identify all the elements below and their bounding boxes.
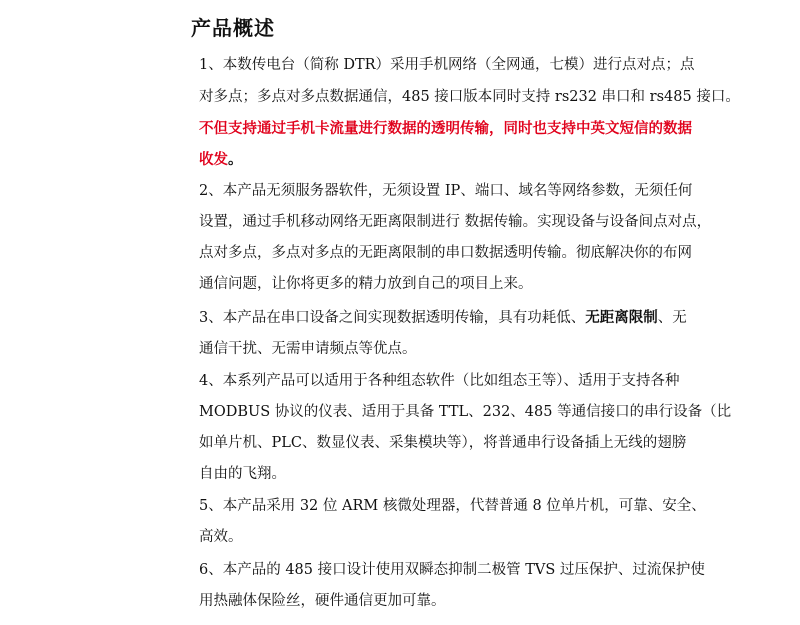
highlight-text: 收发 — [199, 152, 228, 168]
paragraph-4-line-1: 4、本系列产品可以适用于各种组态软件（比如组态王等）、适用于支持各种 — [199, 373, 680, 389]
paragraph-2-line-3: 点对多点，多点对多点的无距离限制的串口数据透明传输。彻底解决你的布网 — [199, 245, 692, 261]
paragraph-3-text-a: 3、本产品在串口设备之间实现数据透明传输，具有功耗低、 — [199, 310, 586, 326]
paragraph-4-line-4: 自由的飞翔。 — [199, 466, 286, 482]
paragraph-6-line-1: 6、本产品的 485 接口设计使用双瞬态抑制二极管 TVS 过压保护、过流保护使 — [199, 562, 705, 578]
paragraph-4-line-3: 如单片机、PLC、数显仪表、采集模块等），将普通串行设备插上无线的翅膀 — [199, 435, 687, 451]
paragraph-1-highlight-line-1: 不但支持通过手机卡流量进行数据的透明传输，同时也支持中英文短信的数据 — [199, 121, 692, 137]
paragraph-3-bold-phrase: 无距离限制 — [585, 310, 658, 326]
paragraph-2-line-1: 2、本产品无须服务器软件，无须设置 IP、端口、域名等网络参数，无须任何 — [199, 183, 693, 199]
paragraph-4-line-2: MODBUS 协议的仪表、适用于具备 TTL、232、485 等通信接口的串行设备（比 — [199, 404, 732, 420]
paragraph-2-line-2: 设置，通过手机移动网络无距离限制进行 数据传输。实现设备与设备间点对点， — [199, 214, 712, 230]
page-title: 产品概述 — [191, 16, 275, 40]
highlight-period: 。 — [228, 152, 243, 168]
paragraph-6-line-2: 用热融体保险丝，硬件通信更加可靠。 — [199, 593, 446, 609]
paragraph-3-text-c: 、无 — [657, 310, 687, 326]
paragraph-3-line-1 — [199, 308, 699, 328]
paragraph-5-line-1: 5、本产品采用 32 位 ARM 核微处理器，代替普通 8 位单片机，可靠、安全、 — [199, 498, 706, 514]
paragraph-1-line-1: 1、本数传电台（简称 DTR）采用手机网络（全网通，七模）进行点对点；点 — [199, 57, 695, 73]
paragraph-3-line-2: 通信干扰、无需申请频点等优点。 — [199, 341, 417, 357]
paragraph-2-line-4: 通信问题，让你将更多的精力放到自己的项目上来。 — [199, 276, 533, 292]
paragraph-1-line-2: 对多点；多点对多点数据通信，485 接口版本同时支持 rs232 串口和 rs485 接口。 — [199, 89, 740, 105]
paragraph-1-highlight-line-2 — [199, 150, 699, 170]
paragraph-5-line-2: 高效。 — [199, 529, 243, 545]
